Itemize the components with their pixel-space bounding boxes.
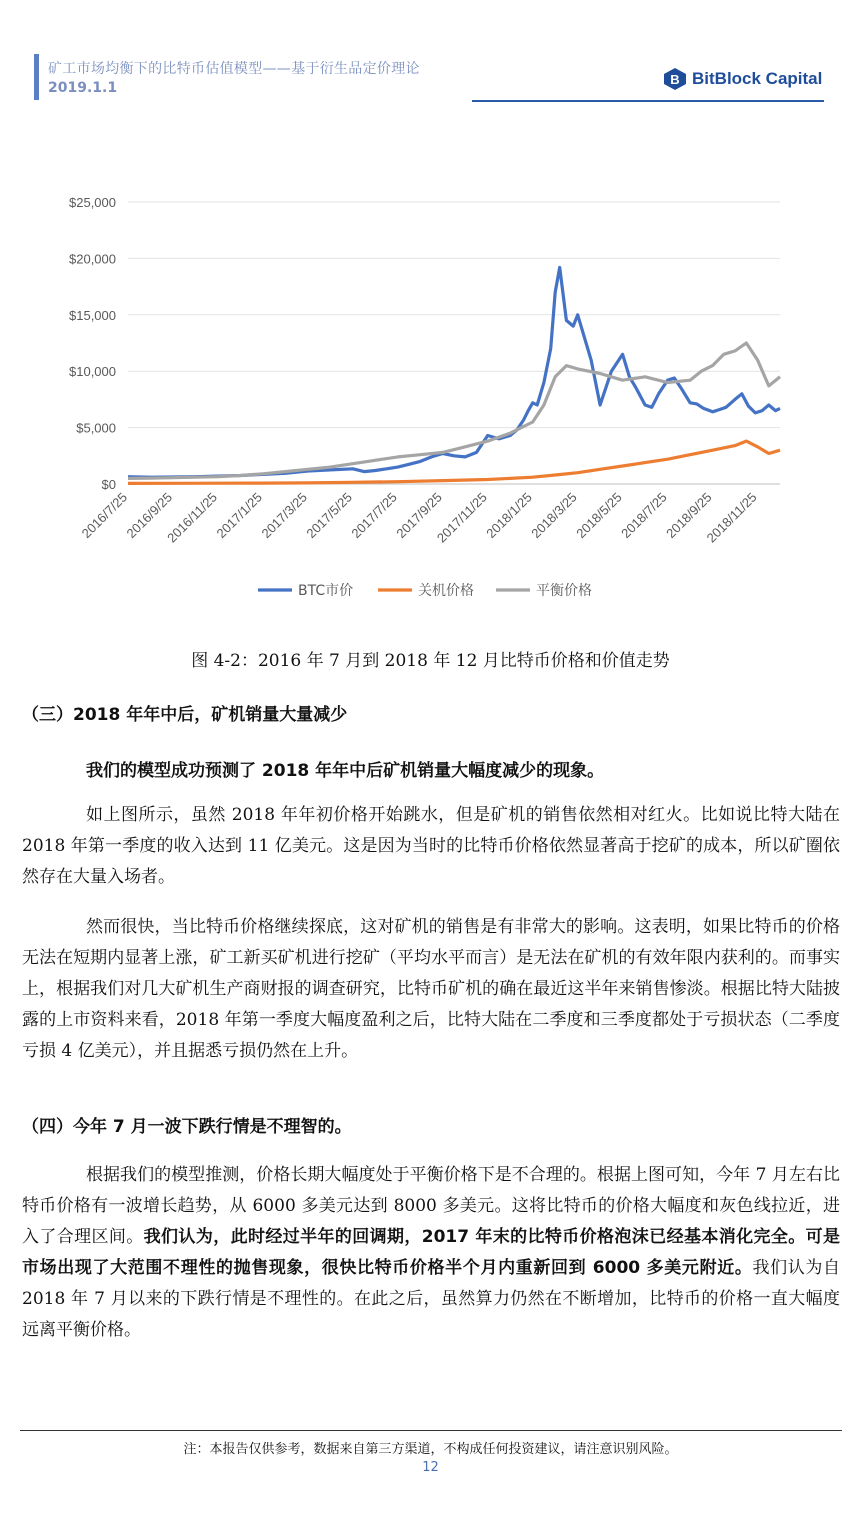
x-tick-label: 2018/7/25 bbox=[618, 489, 670, 542]
section-4-paragraph bbox=[22, 1160, 840, 1346]
x-tick-label: 2016/11/25 bbox=[164, 489, 221, 546]
legend-label: 平衡价格 bbox=[536, 583, 592, 599]
header-rule bbox=[472, 100, 824, 102]
btc-price-chart bbox=[0, 180, 861, 630]
x-tick-label: 2018/9/25 bbox=[663, 489, 715, 542]
y-tick-label: $25,000 bbox=[69, 195, 116, 210]
section-4-heading: （四）今年 7 月一波下跌行情是不理智的。 bbox=[22, 1117, 352, 1137]
y-tick-label: $20,000 bbox=[69, 251, 116, 267]
y-tick-label: $15,000 bbox=[69, 307, 116, 323]
page-number: 12 bbox=[422, 1460, 439, 1475]
y-tick-label: $0 bbox=[101, 477, 116, 492]
x-tick-label: 2018/11/25 bbox=[703, 489, 760, 546]
section-3-paragraph-2: 然而很快，当比特币价格继续探底，这对矿机的销售是有非常大的影响。这表明，如果比特币的价格无法在短期内显著上涨，矿工新买矿机进行挖矿（平均水平而言）是无法在矿机的有效年限内获利的。而事实上，根据我们对几大矿机生产商财报的调查研究，比特币矿机的确在最近这半年来销售惨淡。根据比特大陆披露的上市资料来看，2018 年第一季度大幅度盈利之后，比特大陆在二季度和三季度都处于亏损状态（二季度亏损 4 亿美元），并且据悉亏损仍然在上升。 bbox=[22, 917, 840, 1061]
x-tick-label: 2017/11/25 bbox=[433, 489, 490, 546]
company-logo bbox=[662, 67, 822, 91]
x-tick-label: 2016/9/25 bbox=[123, 489, 176, 542]
header-accent-bar bbox=[34, 54, 39, 100]
figure-caption: 图 4-2：2016 年 7 月到 2018 年 12 月比特币价格和价值走势 bbox=[191, 651, 670, 671]
section-3-heading: （三）2018 年年中后，矿机销量大量减少 bbox=[22, 705, 348, 725]
legend-label: BTC市价 bbox=[298, 583, 354, 599]
y-tick-label: $5,000 bbox=[76, 420, 116, 436]
svg-text:B: B bbox=[670, 72, 680, 87]
section-4-text-c: 我们认为自 2018 年 7 月以来的下跌行情是不理性的。在此之后，虽然算力仍然在不断增加，比特币的价格一直大幅度远离平衡价格。 bbox=[22, 1258, 840, 1340]
report-title: 矿工市场均衡下的比特币估值模型——基于衍生品定价理论 bbox=[48, 61, 420, 77]
bitblock-logo-icon bbox=[662, 67, 688, 91]
report-date: 2019.1.1 bbox=[48, 80, 118, 96]
x-tick-label: 2017/5/25 bbox=[303, 489, 355, 542]
section-4-text-a: 根据我们的模型推测，价格长期大幅度处于平衡价格下是不合理的。根据上图可知，今年 7 月左右比特币价格有一波增长趋势，从 6000 多美元达到 8000 多美元。这将比特币的价格大幅度和灰色线拉近，进入了合理区间。 bbox=[22, 1165, 840, 1247]
x-tick-label: 2017/7/25 bbox=[348, 489, 400, 542]
x-tick-label: 2017/1/25 bbox=[213, 489, 266, 542]
section-3-paragraph-1: 如上图所示，虽然 2018 年年初价格开始跳水，但是矿机的销售依然相对红火。比如说比特大陆在 2018 年第一季度的收入达到 11 亿美元。这是因为当时的比特币价格依然显著高于挖矿的成本，所以矿圈依然存在大量入场者。 bbox=[22, 805, 840, 887]
x-tick-label: 2017/9/25 bbox=[393, 489, 445, 542]
x-tick-label: 2018/1/25 bbox=[483, 489, 535, 542]
legend-label: 关机价格 bbox=[418, 583, 474, 599]
x-tick-label: 2018/3/25 bbox=[528, 489, 580, 542]
series-line bbox=[128, 343, 780, 478]
y-tick-label: $10,000 bbox=[69, 364, 116, 380]
x-tick-label: 2017/3/25 bbox=[258, 489, 310, 542]
disclaimer: 注：本报告仅供参考，数据来自第三方渠道，不构成任何投资建议，请注意识别风险。 bbox=[183, 1442, 678, 1457]
section-4-bold-text: 我们认为，此时经过半年的回调期，2017 年末的比特币价格泡沫已经基本消化完全。可是市场出现了大范围不理性的抛售现象，很快比特币价格半个月内重新回到 6000 多美元附近。 bbox=[22, 1227, 841, 1278]
footer-rule bbox=[20, 1430, 842, 1431]
x-tick-label: 2016/7/25 bbox=[78, 489, 131, 542]
logo-text: BitBlock Capital bbox=[692, 69, 823, 88]
x-tick-label: 2018/5/25 bbox=[573, 489, 625, 542]
section-3-lead: 我们的模型成功预测了 2018 年年中后矿机销量大幅度减少的现象。 bbox=[86, 761, 605, 781]
series-line bbox=[128, 267, 780, 477]
